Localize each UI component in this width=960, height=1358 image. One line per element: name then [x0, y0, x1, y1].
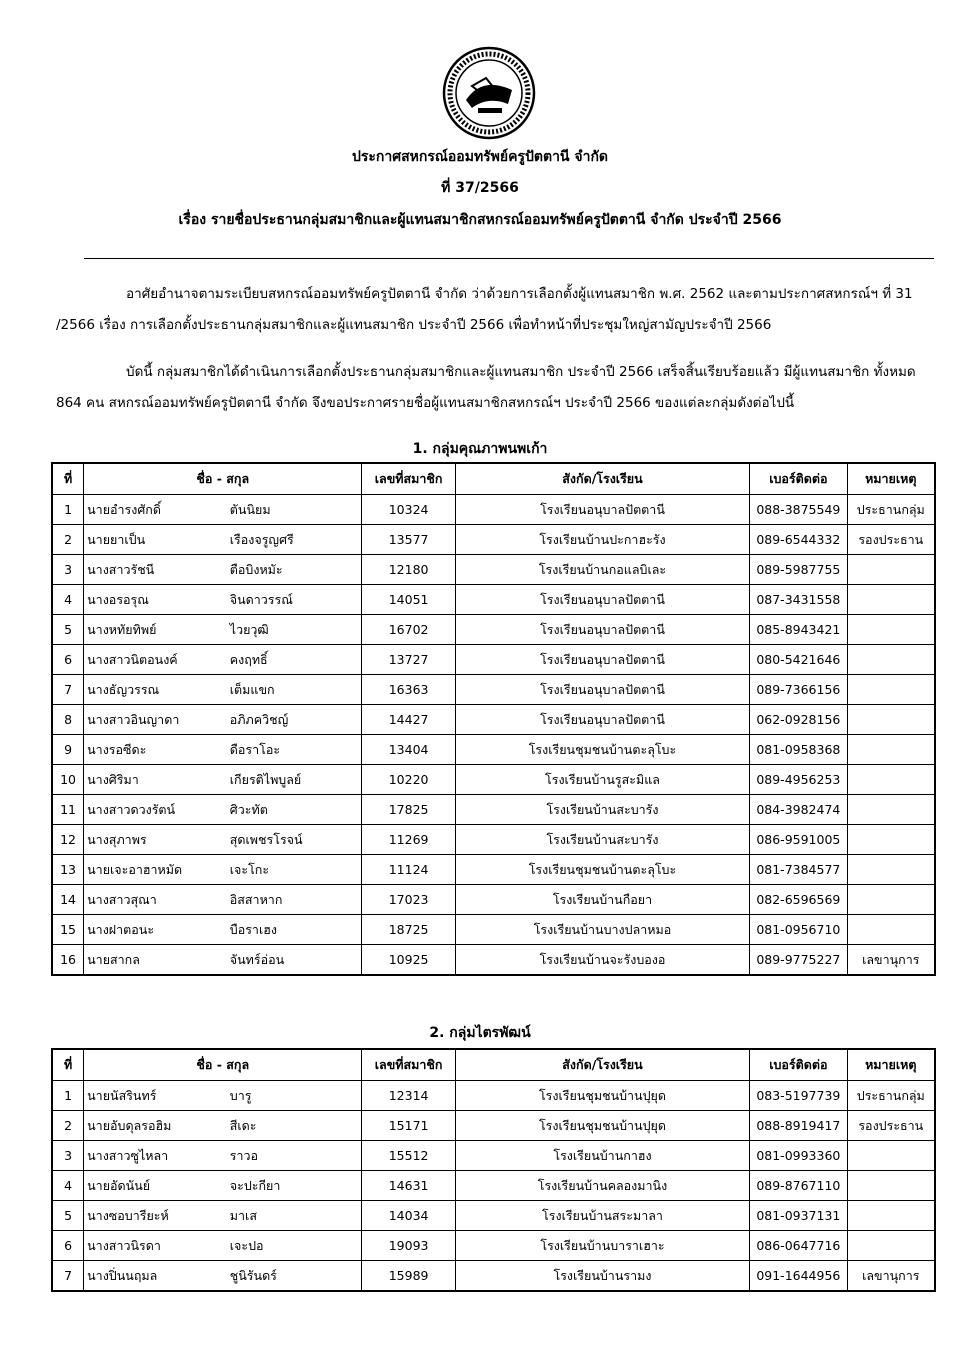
school: โรงเรียนบ้านสระมาลา: [455, 1201, 749, 1231]
member-id: 11124: [362, 855, 455, 885]
phone: 091-1644956: [750, 1261, 847, 1292]
first-name: นายอัดนันย์: [84, 1171, 227, 1201]
header-row: [52, 463, 935, 495]
school: โรงเรียนบ้านกาฮง: [455, 1141, 749, 1171]
school: โรงเรียนบ้านรูสะมิแล: [455, 765, 749, 795]
note: [847, 555, 935, 585]
row-number: 6: [52, 645, 84, 675]
phone: 089-9775227: [750, 945, 847, 976]
school: โรงเรียนบ้านบาราเฮาะ: [455, 1231, 749, 1261]
phone: 088-3875549: [750, 495, 847, 525]
note: รองประธาน: [847, 1111, 935, 1141]
phone: 086-9591005: [750, 825, 847, 855]
row-number: 5: [52, 615, 84, 645]
row-number: 4: [52, 585, 84, 615]
table-row: [52, 675, 935, 705]
first-name: นายอับดุลรอฮิม: [84, 1111, 227, 1141]
phone: 088-8919417: [750, 1111, 847, 1141]
member-id: 14034: [362, 1201, 455, 1231]
school: โรงเรียนอนุบาลปัตตานี: [455, 585, 749, 615]
member-id: 15171: [362, 1111, 455, 1141]
last-name: อิสสาหาก: [227, 885, 362, 915]
school: โรงเรียนชุมชนบ้านตะลุโบะ: [455, 855, 749, 885]
announcement-subject: เรื่อง รายชื่อประธานกลุ่มสมาชิกและผู้แทนสมาชิกสหกรณ์ออมทรัพย์ครูปัตตานี จำกัด ประจำปี 2566: [178, 212, 782, 228]
last-name: ไวยวุฒิ: [227, 615, 362, 645]
row-number: 3: [52, 1141, 84, 1171]
table-row: [52, 855, 935, 885]
phone: 080-5421646: [750, 645, 847, 675]
table-row: [52, 825, 935, 855]
col-header-name: ชื่อ - สกุล: [84, 1049, 362, 1081]
school: โรงเรียนอนุบาลปัตตานี: [455, 705, 749, 735]
school: โรงเรียนบ้านบางปลาหมอ: [455, 915, 749, 945]
note: [847, 915, 935, 945]
table-row: [52, 735, 935, 765]
member-id: 19093: [362, 1231, 455, 1261]
first-name: นางหทัยทิพย์: [84, 615, 227, 645]
row-number: 9: [52, 735, 84, 765]
table-row: [52, 525, 935, 555]
col-header-member-id: เลขที่สมาชิก: [362, 1049, 455, 1081]
member-id: 12314: [362, 1081, 455, 1111]
phone: 087-3431558: [750, 585, 847, 615]
group-2-table: [51, 1048, 936, 1292]
note: [847, 855, 935, 885]
header-divider: [84, 258, 934, 259]
col-header-no: ที่: [52, 1049, 84, 1081]
note: เลขานุการ: [847, 945, 935, 976]
first-name: นางสาวซูไหลา: [84, 1141, 227, 1171]
member-id: 14051: [362, 585, 455, 615]
table-row: [52, 645, 935, 675]
member-id: 10324: [362, 495, 455, 525]
first-name: นายเจะอาฮาหมัด: [84, 855, 227, 885]
first-name: นางปิ่นนฤมล: [84, 1261, 227, 1292]
table-row: [52, 585, 935, 615]
row-number: 12: [52, 825, 84, 855]
member-id: 16702: [362, 615, 455, 645]
last-name: เจะโกะ: [227, 855, 362, 885]
col-header-name: ชื่อ - สกุล: [84, 463, 362, 495]
school: โรงเรียนบ้านจะรังบองอ: [455, 945, 749, 976]
note: [847, 1171, 935, 1201]
phone: 081-0958368: [750, 735, 847, 765]
table-row: [52, 765, 935, 795]
row-number: 16: [52, 945, 84, 976]
note: [847, 705, 935, 735]
school: โรงเรียนชุมชนบ้านปุยุด: [455, 1081, 749, 1111]
first-name: นางสาวสุณา: [84, 885, 227, 915]
school: โรงเรียนบ้านปะกาฮะรัง: [455, 525, 749, 555]
school: โรงเรียนชุมชนบ้านปุยุด: [455, 1111, 749, 1141]
first-name: นายอำรงศักดิ์: [84, 495, 227, 525]
school: โรงเรียนบ้านกอแลบิเละ: [455, 555, 749, 585]
last-name: ราวอ: [227, 1141, 362, 1171]
first-name: นางศิริมา: [84, 765, 227, 795]
member-id: 15512: [362, 1141, 455, 1171]
first-name: นางซอบารียะห์: [84, 1201, 227, 1231]
group-1-table: [51, 462, 936, 976]
first-name: นางสาวนิตอนงค์: [84, 645, 227, 675]
col-header-school: สังกัด/โรงเรียน: [455, 463, 749, 495]
phone: 089-5987755: [750, 555, 847, 585]
phone: 081-0956710: [750, 915, 847, 945]
table-row: [52, 555, 935, 585]
school: โรงเรียนบ้านรามง: [455, 1261, 749, 1292]
first-name: นายสากล: [84, 945, 227, 976]
note: [847, 735, 935, 765]
row-number: 1: [52, 495, 84, 525]
row-number: 2: [52, 1111, 84, 1141]
school: โรงเรียนอนุบาลปัตตานี: [455, 615, 749, 645]
row-number: 1: [52, 1081, 84, 1111]
note: เลขานุการ: [847, 1261, 935, 1292]
last-name: ตือบิงหมัะ: [227, 555, 362, 585]
phone: 081-0993360: [750, 1141, 847, 1171]
member-id: 10220: [362, 765, 455, 795]
phone: 082-6596569: [750, 885, 847, 915]
row-number: 11: [52, 795, 84, 825]
phone: 089-8767110: [750, 1171, 847, 1201]
note: รองประธาน: [847, 525, 935, 555]
table-row: [52, 1201, 935, 1231]
school: โรงเรียนอนุบาลปัตตานี: [455, 645, 749, 675]
last-name: อภิภควิชญ์: [227, 705, 362, 735]
member-id: 17825: [362, 795, 455, 825]
group-title: 2. กลุ่มไตรพัฒน์: [429, 1025, 531, 1041]
table-row: [52, 885, 935, 915]
note: [847, 825, 935, 855]
member-id: 13404: [362, 735, 455, 765]
table-row: [52, 1261, 935, 1292]
note: [847, 1141, 935, 1171]
last-name: สุดเพชรโรจน์: [227, 825, 362, 855]
col-header-phone: เบอร์ติดต่อ: [750, 463, 847, 495]
table-row: [52, 495, 935, 525]
row-number: 5: [52, 1201, 84, 1231]
note: [847, 615, 935, 645]
first-name: นางธัญวรรณ: [84, 675, 227, 705]
row-number: 4: [52, 1171, 84, 1201]
col-header-note: หมายเหตุ: [847, 1049, 935, 1081]
note: [847, 795, 935, 825]
first-name: นางสาวดวงรัตน์: [84, 795, 227, 825]
row-number: 7: [52, 675, 84, 705]
last-name: บารู: [227, 1081, 362, 1111]
table-row: [52, 1231, 935, 1261]
announcement-title: ประกาศสหกรณ์ออมทรัพย์ครูปัตตานี จำกัด: [351, 149, 609, 165]
table-row: [52, 615, 935, 645]
first-name: นางรอซีดะ: [84, 735, 227, 765]
col-header-note: หมายเหตุ: [847, 463, 935, 495]
note: [847, 675, 935, 705]
phone: 085-8943421: [750, 615, 847, 645]
school: โรงเรียนบ้านสะบารัง: [455, 795, 749, 825]
note: [847, 765, 935, 795]
announcement-number: ที่ 37/2566: [441, 180, 519, 196]
phone: 062-0928156: [750, 705, 847, 735]
note: [847, 1231, 935, 1261]
first-name: นายยาเป็น: [84, 525, 227, 555]
last-name: เรืองจรูญศรี: [227, 525, 362, 555]
last-name: ตันนิยม: [227, 495, 362, 525]
paragraph-2: บัดนี้ กลุ่มสมาชิกได้ดำเนินการเลือกตั้งประธานกลุ่มสมาชิกและผู้แทนสมาชิก ประจำปี 2566 เสร็จสิ้นเรียบร้อยแล้ว มีผู้แทนสมาชิก ทั้งหมด 864 คน สหกรณ์ออมทรัพย์ครูปัตตานี จำกัด จึงขอประกาศรายชื่อผู้แทนสมาชิกสหกรณ์ฯ ประจำปี 2566 ของแต่ละกลุ่มดังต่อไปนี้: [56, 364, 916, 411]
note: [847, 885, 935, 915]
paragraph-1: อาศัยอำนาจตามระเบียบสหกรณ์ออมทรัพย์ครูปัตตานี จำกัด ว่าด้วยการเลือกตั้งผู้แทนสมาชิก พ.ศ. 2562 และตามประกาศสหกรณ์ฯ ที่ 31 /2566 เรื่อง การเลือกตั้งประธานกลุ่มสมาชิกและผู้แทนสมาชิก ประจำปี 2566 เพื่อทำหน้าที่ประชุมใหญ่สามัญประจำปี 2566: [56, 286, 913, 333]
table-row: [52, 705, 935, 735]
school: โรงเรียนบ้านสะบารัง: [455, 825, 749, 855]
row-number: 15: [52, 915, 84, 945]
school: โรงเรียนชุมชนบ้านตะลุโบะ: [455, 735, 749, 765]
row-number: 2: [52, 525, 84, 555]
first-name: นางสาวนิรดา: [84, 1231, 227, 1261]
phone: 089-7366156: [750, 675, 847, 705]
member-id: 15989: [362, 1261, 455, 1292]
member-id: 13577: [362, 525, 455, 555]
table-row: [52, 1141, 935, 1171]
row-number: 3: [52, 555, 84, 585]
first-name: นางสาวรัชนี: [84, 555, 227, 585]
table-row: [52, 1081, 935, 1111]
phone: 081-7384577: [750, 855, 847, 885]
first-name: นางสุภาพร: [84, 825, 227, 855]
row-number: 10: [52, 765, 84, 795]
header-row: [52, 1049, 935, 1081]
col-header-phone: เบอร์ติดต่อ: [750, 1049, 847, 1081]
last-name: สีเดะ: [227, 1111, 362, 1141]
last-name: บือราเฮง: [227, 915, 362, 945]
last-name: จันทร์อ่อน: [227, 945, 362, 976]
table-row: [52, 795, 935, 825]
phone: 084-3982474: [750, 795, 847, 825]
note: ประธานกลุ่ม: [847, 1081, 935, 1111]
member-id: 16363: [362, 675, 455, 705]
first-name: นางสาวอินญาดา: [84, 705, 227, 735]
phone: 083-5197739: [750, 1081, 847, 1111]
cooperative-seal-icon: [442, 46, 536, 140]
row-number: 14: [52, 885, 84, 915]
col-header-member-id: เลขที่สมาชิก: [362, 463, 455, 495]
group-title: 1. กลุ่มคุณภาพนพเก้า: [412, 441, 548, 457]
note: [847, 645, 935, 675]
last-name: ดือราโอะ: [227, 735, 362, 765]
row-number: 8: [52, 705, 84, 735]
member-id: 12180: [362, 555, 455, 585]
first-name: นายนัสรินทร์: [84, 1081, 227, 1111]
col-header-school: สังกัด/โรงเรียน: [455, 1049, 749, 1081]
first-name: นางฝาตอนะ: [84, 915, 227, 945]
last-name: มาเส: [227, 1201, 362, 1231]
last-name: ชูนิรันดร์: [227, 1261, 362, 1292]
member-id: 14631: [362, 1171, 455, 1201]
note: [847, 585, 935, 615]
note: ประธานกลุ่ม: [847, 495, 935, 525]
member-id: 11269: [362, 825, 455, 855]
last-name: จะปะกียา: [227, 1171, 362, 1201]
member-id: 14427: [362, 705, 455, 735]
last-name: จินดาวรรณ์: [227, 585, 362, 615]
note: [847, 1201, 935, 1231]
member-id: 18725: [362, 915, 455, 945]
member-id: 13727: [362, 645, 455, 675]
phone: 089-4956253: [750, 765, 847, 795]
phone: 086-0647716: [750, 1231, 847, 1261]
row-number: 6: [52, 1231, 84, 1261]
phone: 081-0937131: [750, 1201, 847, 1231]
table-row: [52, 1111, 935, 1141]
table-row: [52, 1171, 935, 1201]
last-name: คงฤทธิ์: [227, 645, 362, 675]
school: โรงเรียนอนุบาลปัตตานี: [455, 495, 749, 525]
last-name: ศิวะทัต: [227, 795, 362, 825]
first-name: นางอรอรุณ: [84, 585, 227, 615]
school: โรงเรียนบ้านคลองมานิง: [455, 1171, 749, 1201]
last-name: เจะปอ: [227, 1231, 362, 1261]
col-header-no: ที่: [52, 463, 84, 495]
last-name: เต็มแขก: [227, 675, 362, 705]
row-number: 13: [52, 855, 84, 885]
phone: 089-6544332: [750, 525, 847, 555]
member-id: 10925: [362, 945, 455, 976]
last-name: เกียรติไพบูลย์: [227, 765, 362, 795]
row-number: 7: [52, 1261, 84, 1292]
table-row: [52, 945, 935, 976]
school: โรงเรียนอนุบาลปัตตานี: [455, 675, 749, 705]
table-row: [52, 915, 935, 945]
school: โรงเรียนบ้านกือยา: [455, 885, 749, 915]
member-id: 17023: [362, 885, 455, 915]
